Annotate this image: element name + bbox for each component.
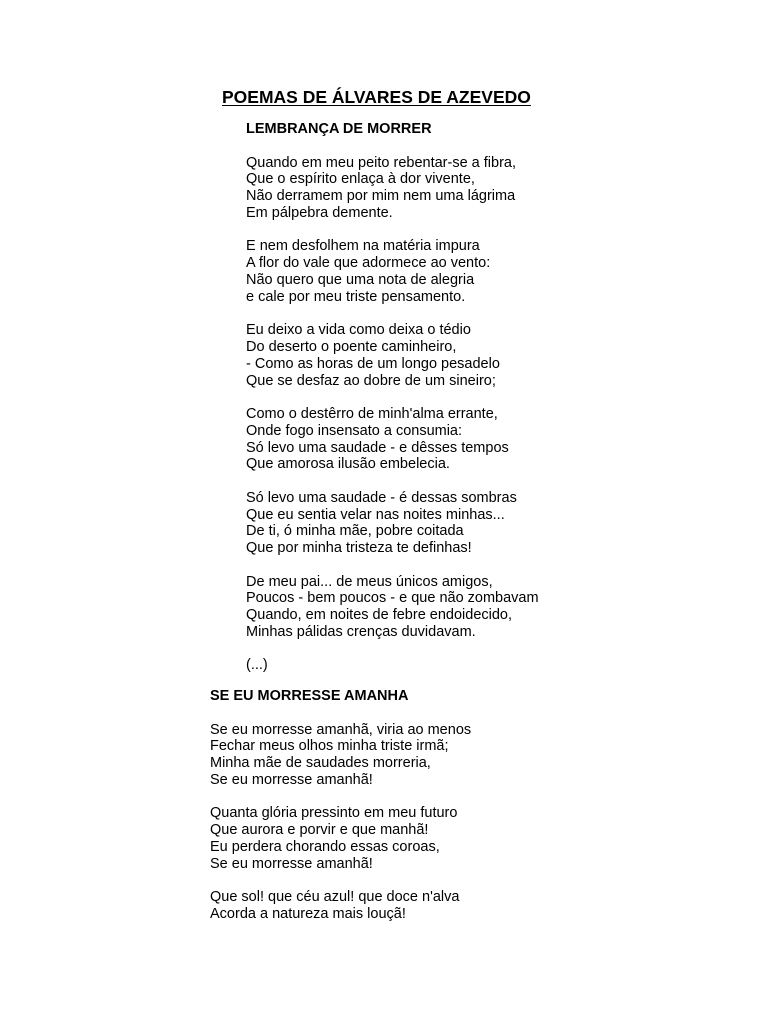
verse-line: A flor do vale que adormece ao vento: [246,255,491,272]
verse-line: Se eu morresse amanhã! [210,855,373,872]
stanza [246,406,766,473]
verse-line: Minha mãe de saudades morreria, [210,755,431,772]
verse-line: Quando, em noites de febre endoidecido, [246,607,513,624]
verse-line: Como o destêrro de minh'alma errante, [246,405,498,422]
stanza [210,805,730,872]
verse-line: Que por minha tristeza te definhas! [246,540,472,557]
stanza [246,238,766,305]
stanza [210,722,730,789]
verse-line: Não derramem por mim nem uma lágrima [246,188,516,205]
stanza [246,574,766,641]
stanza [246,155,766,222]
verse-line: (...) [246,657,268,674]
verse-line: Se eu morresse amanhã! [210,771,373,788]
verse-line: Se eu morresse amanhã, viria ao menos [210,721,472,738]
poem-lembranca-de-morrer [246,121,766,674]
poem-se-eu-morresse-amanha [210,688,730,923]
verse-line: Fechar meus olhos minha triste irmã; [210,738,449,755]
poem-heading: SE EU MORRESSE AMANHA [210,688,409,704]
verse-line: Que sol! que céu azul! que doce n'alva [210,889,460,906]
verse-line: Acorda a natureza mais louçã! [210,905,406,922]
verse-line: - Como as horas de um longo pesadelo [246,355,500,372]
verse-line: Quando em meu peito rebentar-se a fibra, [246,154,517,171]
poem-heading: LEMBRANÇA DE MORRER [246,121,432,137]
verse-line: Do deserto o poente caminheiro, [246,338,457,355]
verse-line: Eu perdera chorando essas coroas, [210,838,440,855]
stanza-ellipsis [246,657,766,674]
stanza [246,322,766,389]
verse-line: E nem desfolhem na matéria impura [246,238,480,255]
verse-line: Poucos - bem poucos - e que não zombavam [246,590,539,607]
verse-line: Que se desfaz ao dobre de um sineiro; [246,372,496,389]
verse-line: De meu pai... de meus únicos amigos, [246,573,493,590]
verse-line: Em pálpebra demente. [246,204,393,221]
verse-line: Que o espírito enlaça à dor vivente, [246,171,475,188]
document-title: POEMAS DE ÁLVARES DE AZEVEDO [222,87,531,107]
verse-line: Só levo uma saudade - e dêsses tempos [246,439,509,456]
verse-line: Quanta glória pressinto em meu futuro [210,805,458,822]
verse-line: Onde fogo insensato a consumia: [246,422,463,439]
verse-line: Só levo uma saudade - é dessas sombras [246,489,517,506]
verse-line: Eu deixo a vida como deixa o tédio [246,322,471,339]
verse-line: De ti, ó minha mãe, pobre coitada [246,523,464,540]
stanza [210,889,730,923]
verse-line: Que aurora e porvir e que manhã! [210,822,429,839]
stanza [246,490,766,557]
verse-line: Que eu sentia velar nas noites minhas... [246,506,505,523]
verse-line: e cale por meu triste pensamento. [246,288,466,305]
verse-line: Minhas pálidas crenças duvidavam. [246,623,476,640]
verse-line: Não quero que uma nota de alegria [246,271,475,288]
verse-line: Que amorosa ilusão embelecia. [246,456,450,473]
